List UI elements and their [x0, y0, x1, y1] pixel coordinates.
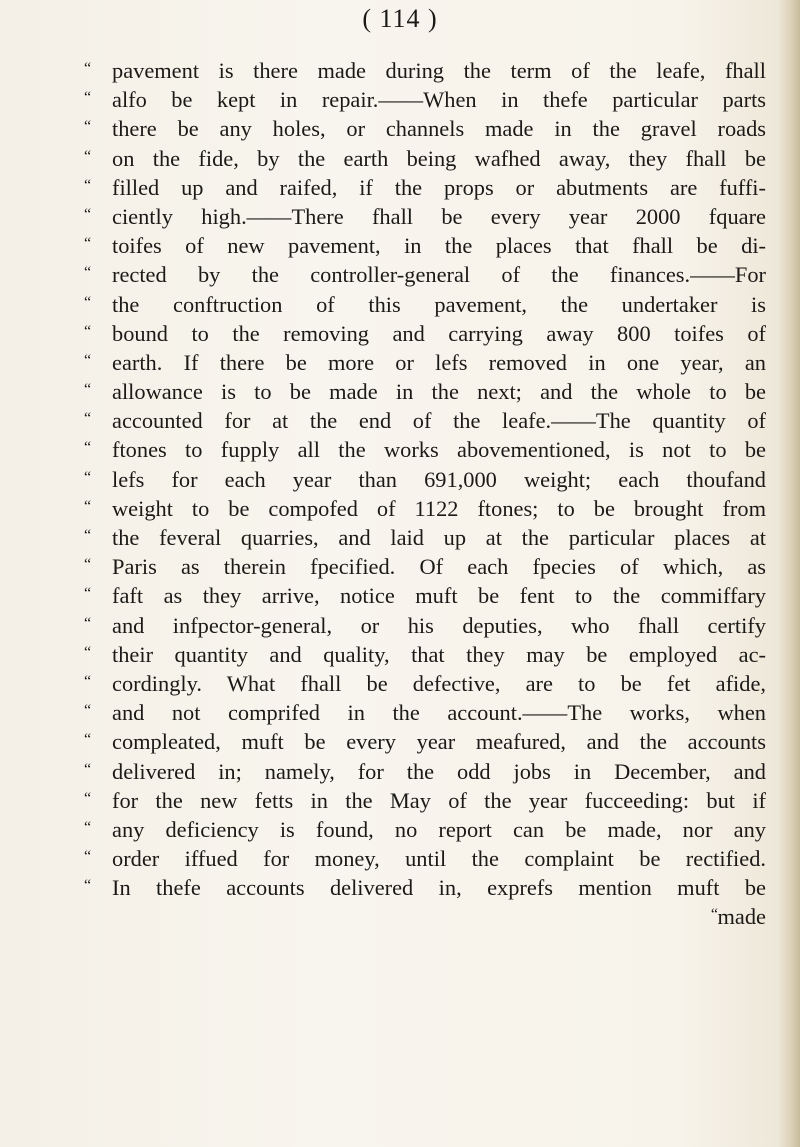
quote-mark: “ [84, 176, 92, 194]
quote-mark: “ [710, 906, 718, 924]
quote-mark: “ [84, 381, 92, 399]
text-line [84, 844, 766, 873]
text-line [84, 114, 766, 143]
text-line [84, 85, 766, 114]
text-line [84, 465, 766, 494]
text-line [84, 377, 766, 406]
page-number: ( 114 ) [362, 4, 438, 33]
line-text: toifes of new pavement, in the places that fhall be di- [112, 233, 766, 259]
quote-mark: “ [84, 527, 92, 544]
quote-mark: “ [84, 118, 92, 136]
line-text: and not comprifed in the account.——The works, when [112, 700, 766, 726]
quote-mark: “ [84, 614, 92, 632]
quote-mark: “ [84, 235, 92, 253]
quote-mark: “ [84, 264, 92, 282]
text-line [84, 260, 766, 289]
quote-mark: “ [84, 322, 92, 340]
line-text: accounted for at the end of the leafe.——The quantity of [112, 408, 766, 434]
line-text: rected by the controller-general of the finances.——For [112, 262, 766, 288]
text-line [84, 727, 766, 756]
text-line [84, 640, 766, 669]
text-line [84, 231, 766, 260]
line-text: there be any holes, or channels made in the gravel roads [112, 116, 766, 142]
page-edge-shadow [778, 0, 800, 1147]
line-text: compleated, muft be every year meafured, and the accounts [112, 729, 766, 755]
text-line [84, 552, 766, 581]
line-text: the feveral quarries, and laid up at the particular places at [112, 525, 766, 550]
catchword: made [717, 904, 766, 930]
text-line [84, 611, 766, 640]
text-line [84, 406, 766, 435]
line-text: pavement is there made during the term of the leafe, fhall [112, 58, 766, 83]
line-text: any deficiency is found, no report can be made, nor any [112, 816, 766, 842]
quote-mark: “ [84, 89, 92, 107]
text-line [84, 202, 766, 231]
text-line [84, 56, 766, 85]
text-line [84, 494, 766, 523]
line-text: faft as they arrive, notice muft be fent to the commiffary [112, 583, 766, 609]
quote-mark: “ [84, 818, 92, 836]
line-text: lefs for each year than 691,000 weight; each thoufand [112, 466, 766, 492]
line-text: earth. If there be more or lefs removed in one year, an [112, 349, 766, 375]
quote-mark: “ [84, 468, 92, 486]
line-text: order iffued for money, until the complaint be rectified. [112, 846, 766, 872]
quote-mark: “ [84, 410, 92, 428]
quote-mark: “ [84, 147, 92, 165]
line-text: ciently high.——There fhall be every year 2000 fquare [112, 203, 766, 229]
text-line [84, 173, 766, 202]
quote-mark: “ [84, 789, 92, 807]
quote-mark: “ [84, 848, 92, 866]
line-text: on the fide, by the earth being wafhed away, they fhall be [112, 145, 766, 171]
line-text: filled up and raifed, if the props or abutments are fuffi- [112, 174, 766, 200]
line-text: ftones to fupply all the works abovementioned, is not to be [112, 437, 766, 463]
text-line [84, 698, 766, 727]
text-line [84, 523, 766, 552]
quote-mark: “ [84, 877, 92, 895]
text-line [84, 144, 766, 173]
line-text: bound to the removing and carrying away 800 toifes of [112, 320, 766, 346]
text-line [84, 435, 766, 464]
line-text: and infpector-general, or his deputies, who fhall certify [112, 612, 766, 638]
quote-mark: “ [84, 293, 92, 311]
quote-mark: “ [84, 556, 92, 574]
line-text: alfo be kept in repair.——When in thefe particular parts [112, 87, 766, 113]
line-text: allowance is to be made in the next; and the whole to be [112, 379, 766, 405]
quote-mark: “ [84, 60, 92, 77]
text-line [84, 786, 766, 815]
quote-mark: “ [84, 760, 92, 778]
text-line [84, 290, 766, 319]
quote-mark: “ [84, 351, 92, 369]
line-text: weight to be compofed of 1122 ftones; to be brought from [112, 495, 766, 521]
text-line [84, 873, 766, 902]
line-text: the conftruction of this pavement, the undertaker is [112, 291, 766, 317]
text-line [84, 815, 766, 844]
quote-mark: “ [84, 439, 92, 457]
quote-mark: “ [84, 672, 92, 690]
line-text: Paris as therein fpecified. Of each fpecies of which, as [112, 554, 766, 580]
text-line [84, 581, 766, 610]
quote-mark: “ [84, 205, 92, 223]
quote-mark: “ [84, 731, 92, 749]
text-line [84, 319, 766, 348]
line-text: cordingly. What fhall be defective, are to be fet afide, [112, 670, 766, 696]
text-line [84, 348, 766, 377]
quote-mark: “ [84, 643, 92, 661]
line-text: their quantity and quality, that they may be employed ac- [112, 641, 766, 667]
line-text: In thefe accounts delivered in, exprefs mention muft be [112, 875, 766, 901]
text-line [84, 757, 766, 786]
quote-mark: “ [84, 702, 92, 720]
body-text [84, 56, 766, 932]
line-text: for the new fetts in the May of the year fucceeding: but if [112, 787, 766, 813]
text-line [84, 669, 766, 698]
quote-mark: “ [84, 497, 92, 515]
line-text: delivered in; namely, for the odd jobs in December, and [112, 758, 766, 784]
quote-mark: “ [84, 585, 92, 603]
catchword-line [84, 902, 766, 931]
